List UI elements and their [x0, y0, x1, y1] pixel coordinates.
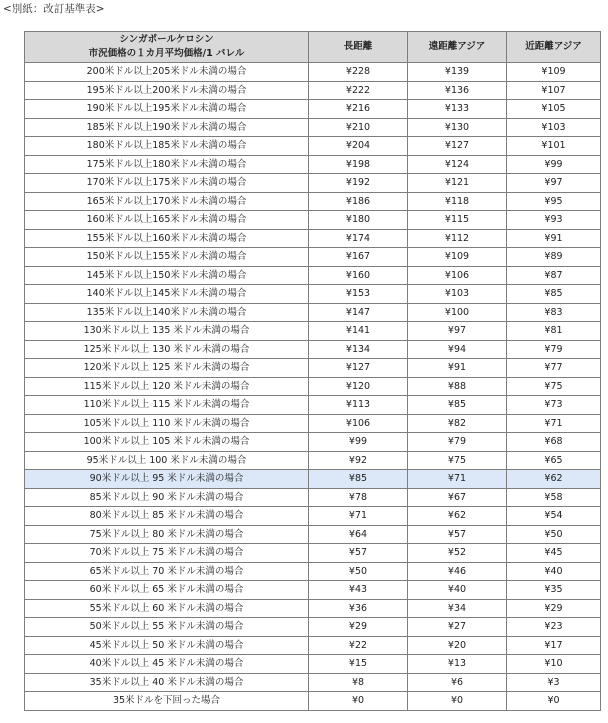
cell-far-asia: ¥6: [408, 673, 507, 692]
cell-near-asia: ¥85: [507, 285, 601, 304]
cell-near-asia: ¥50: [507, 525, 601, 544]
table-row: [25, 396, 601, 415]
table-row: [25, 229, 601, 248]
header-price-range-line2: 市況価格の１カ月平均価格/1 バレル: [88, 48, 245, 59]
cell-long-distance: ¥36: [309, 599, 408, 618]
cell-near-asia: ¥93: [507, 211, 601, 230]
cell-near-asia: ¥54: [507, 507, 601, 526]
cell-far-asia: ¥91: [408, 359, 507, 378]
cell-far-asia: ¥94: [408, 340, 507, 359]
cell-long-distance: ¥141: [309, 322, 408, 341]
cell-price-range: 160米ドル以上165米ドル未満の場合: [25, 211, 309, 230]
table-row: [25, 81, 601, 100]
cell-near-asia: ¥35: [507, 581, 601, 600]
cell-long-distance: ¥92: [309, 451, 408, 470]
table-row: [25, 525, 601, 544]
table-row: [25, 581, 601, 600]
cell-price-range: 180米ドル以上185米ドル未満の場合: [25, 137, 309, 156]
table-header-row: [25, 32, 601, 63]
cell-long-distance: ¥113: [309, 396, 408, 415]
table-row: [25, 100, 601, 119]
cell-far-asia: ¥82: [408, 414, 507, 433]
cell-price-range: 100米ドル以上 105 米ドル未満の場合: [25, 433, 309, 452]
cell-far-asia: ¥97: [408, 322, 507, 341]
cell-near-asia: ¥81: [507, 322, 601, 341]
cell-near-asia: ¥58: [507, 488, 601, 507]
surcharge-table: [24, 31, 601, 711]
cell-near-asia: ¥68: [507, 433, 601, 452]
cell-long-distance: ¥204: [309, 137, 408, 156]
cell-far-asia: ¥103: [408, 285, 507, 304]
cell-long-distance: ¥160: [309, 266, 408, 285]
cell-long-distance: ¥147: [309, 303, 408, 322]
cell-far-asia: ¥112: [408, 229, 507, 248]
cell-far-asia: ¥100: [408, 303, 507, 322]
cell-long-distance: ¥210: [309, 118, 408, 137]
cell-far-asia: ¥124: [408, 155, 507, 174]
table-row: [25, 174, 601, 193]
cell-long-distance: ¥167: [309, 248, 408, 267]
cell-near-asia: ¥29: [507, 599, 601, 618]
table-row: [25, 692, 601, 711]
cell-price-range: 195米ドル以上200米ドル未満の場合: [25, 81, 309, 100]
cell-long-distance: ¥57: [309, 544, 408, 563]
cell-near-asia: ¥73: [507, 396, 601, 415]
table-row: [25, 562, 601, 581]
cell-price-range: 80米ドル以上 85 米ドル未満の場合: [25, 507, 309, 526]
cell-price-range: 130米ドル以上 135 米ドル未満の場合: [25, 322, 309, 341]
cell-far-asia: ¥139: [408, 63, 507, 82]
table-row: [25, 63, 601, 82]
cell-far-asia: ¥34: [408, 599, 507, 618]
table-row: [25, 192, 601, 211]
cell-price-range: 95米ドル以上 100 米ドル未満の場合: [25, 451, 309, 470]
cell-near-asia: ¥3: [507, 673, 601, 692]
cell-near-asia: ¥17: [507, 636, 601, 655]
cell-price-range: 90米ドル以上 95 米ドル未満の場合: [25, 470, 309, 489]
cell-near-asia: ¥109: [507, 63, 601, 82]
cell-near-asia: ¥10: [507, 655, 601, 674]
table-row: [25, 285, 601, 304]
cell-far-asia: ¥106: [408, 266, 507, 285]
cell-near-asia: ¥79: [507, 340, 601, 359]
cell-long-distance: ¥127: [309, 359, 408, 378]
cell-far-asia: ¥85: [408, 396, 507, 415]
cell-far-asia: ¥115: [408, 211, 507, 230]
cell-far-asia: ¥20: [408, 636, 507, 655]
table-row: [25, 340, 601, 359]
header-far-asia: 遠距離アジア: [408, 32, 507, 63]
cell-near-asia: ¥107: [507, 81, 601, 100]
cell-price-range: 50米ドル以上 55 米ドル未満の場合: [25, 618, 309, 637]
cell-price-range: 120米ドル以上 125 米ドル未満の場合: [25, 359, 309, 378]
cell-long-distance: ¥78: [309, 488, 408, 507]
cell-long-distance: ¥50: [309, 562, 408, 581]
cell-long-distance: ¥192: [309, 174, 408, 193]
cell-near-asia: ¥65: [507, 451, 601, 470]
cell-price-range: 170米ドル以上175米ドル未満の場合: [25, 174, 309, 193]
cell-long-distance: ¥15: [309, 655, 408, 674]
document-caption: <別紙：改訂基準表>: [3, 3, 105, 15]
cell-far-asia: ¥121: [408, 174, 507, 193]
cell-price-range: 60米ドル以上 65 米ドル未満の場合: [25, 581, 309, 600]
cell-near-asia: ¥105: [507, 100, 601, 119]
cell-long-distance: ¥22: [309, 636, 408, 655]
cell-long-distance: ¥71: [309, 507, 408, 526]
table-row: [25, 118, 601, 137]
cell-long-distance: ¥99: [309, 433, 408, 452]
cell-near-asia: ¥62: [507, 470, 601, 489]
cell-far-asia: ¥71: [408, 470, 507, 489]
table-row: [25, 655, 601, 674]
table-row: [25, 137, 601, 156]
cell-near-asia: ¥83: [507, 303, 601, 322]
cell-far-asia: ¥127: [408, 137, 507, 156]
table-row: [25, 303, 601, 322]
cell-long-distance: ¥180: [309, 211, 408, 230]
table-body: [25, 63, 601, 711]
header-price-range-line1: シンガポールケロシン: [119, 34, 214, 45]
cell-near-asia: ¥45: [507, 544, 601, 563]
cell-price-range: 105米ドル以上 110 米ドル未満の場合: [25, 414, 309, 433]
cell-long-distance: ¥64: [309, 525, 408, 544]
cell-far-asia: ¥67: [408, 488, 507, 507]
cell-near-asia: ¥87: [507, 266, 601, 285]
cell-long-distance: ¥85: [309, 470, 408, 489]
cell-long-distance: ¥216: [309, 100, 408, 119]
cell-price-range: 45米ドル以上 50 米ドル未満の場合: [25, 636, 309, 655]
cell-near-asia: ¥71: [507, 414, 601, 433]
table-row: [25, 470, 601, 489]
table-row: [25, 248, 601, 267]
cell-far-asia: ¥88: [408, 377, 507, 396]
cell-price-range: 145米ドル以上150米ドル未満の場合: [25, 266, 309, 285]
cell-long-distance: ¥198: [309, 155, 408, 174]
table-row: [25, 544, 601, 563]
header-near-asia: 近距離アジア: [507, 32, 601, 63]
cell-long-distance: ¥8: [309, 673, 408, 692]
cell-far-asia: ¥46: [408, 562, 507, 581]
cell-price-range: 65米ドル以上 70 米ドル未満の場合: [25, 562, 309, 581]
cell-price-range: 35米ドルを下回った場合: [25, 692, 309, 711]
cell-far-asia: ¥40: [408, 581, 507, 600]
table-row: [25, 322, 601, 341]
table-row: [25, 673, 601, 692]
cell-price-range: 75米ドル以上 80 米ドル未満の場合: [25, 525, 309, 544]
cell-near-asia: ¥101: [507, 137, 601, 156]
cell-price-range: 200米ドル以上205米ドル未満の場合: [25, 63, 309, 82]
cell-far-asia: ¥57: [408, 525, 507, 544]
cell-price-range: 85米ドル以上 90 米ドル未満の場合: [25, 488, 309, 507]
cell-near-asia: ¥89: [507, 248, 601, 267]
table-row: [25, 507, 601, 526]
cell-far-asia: ¥0: [408, 692, 507, 711]
cell-price-range: 155米ドル以上160米ドル未満の場合: [25, 229, 309, 248]
table-row: [25, 451, 601, 470]
cell-near-asia: ¥75: [507, 377, 601, 396]
cell-long-distance: ¥222: [309, 81, 408, 100]
cell-price-range: 165米ドル以上170米ドル未満の場合: [25, 192, 309, 211]
table-row: [25, 377, 601, 396]
cell-long-distance: ¥106: [309, 414, 408, 433]
cell-long-distance: ¥153: [309, 285, 408, 304]
cell-near-asia: ¥95: [507, 192, 601, 211]
cell-far-asia: ¥13: [408, 655, 507, 674]
table-row: [25, 618, 601, 637]
cell-price-range: 175米ドル以上180米ドル未満の場合: [25, 155, 309, 174]
cell-price-range: 150米ドル以上155米ドル未満の場合: [25, 248, 309, 267]
table-row: [25, 433, 601, 452]
cell-long-distance: ¥120: [309, 377, 408, 396]
cell-long-distance: ¥43: [309, 581, 408, 600]
cell-near-asia: ¥97: [507, 174, 601, 193]
table-row: [25, 488, 601, 507]
cell-long-distance: ¥134: [309, 340, 408, 359]
cell-price-range: 125米ドル以上 130 米ドル未満の場合: [25, 340, 309, 359]
cell-long-distance: ¥174: [309, 229, 408, 248]
cell-far-asia: ¥133: [408, 100, 507, 119]
header-long-distance: 長距離: [309, 32, 408, 63]
cell-far-asia: ¥109: [408, 248, 507, 267]
table-row: [25, 155, 601, 174]
cell-long-distance: ¥228: [309, 63, 408, 82]
header-price-range: [25, 32, 309, 63]
cell-price-range: 35米ドル以上 40 米ドル未満の場合: [25, 673, 309, 692]
cell-far-asia: ¥62: [408, 507, 507, 526]
cell-far-asia: ¥52: [408, 544, 507, 563]
cell-long-distance: ¥0: [309, 692, 408, 711]
cell-far-asia: ¥130: [408, 118, 507, 137]
cell-price-range: 55米ドル以上 60 米ドル未満の場合: [25, 599, 309, 618]
cell-near-asia: ¥91: [507, 229, 601, 248]
table-row: [25, 414, 601, 433]
cell-price-range: 185米ドル以上190米ドル未満の場合: [25, 118, 309, 137]
table-row: [25, 211, 601, 230]
cell-near-asia: ¥0: [507, 692, 601, 711]
cell-price-range: 40米ドル以上 45 米ドル未満の場合: [25, 655, 309, 674]
cell-price-range: 190米ドル以上195米ドル未満の場合: [25, 100, 309, 119]
cell-far-asia: ¥79: [408, 433, 507, 452]
cell-near-asia: ¥99: [507, 155, 601, 174]
cell-far-asia: ¥136: [408, 81, 507, 100]
table-row: [25, 359, 601, 378]
cell-far-asia: ¥118: [408, 192, 507, 211]
table-row: [25, 266, 601, 285]
cell-price-range: 70米ドル以上 75 米ドル未満の場合: [25, 544, 309, 563]
table-row: [25, 636, 601, 655]
cell-far-asia: ¥27: [408, 618, 507, 637]
cell-price-range: 110米ドル以上 115 米ドル未満の場合: [25, 396, 309, 415]
cell-near-asia: ¥103: [507, 118, 601, 137]
cell-long-distance: ¥29: [309, 618, 408, 637]
cell-near-asia: ¥40: [507, 562, 601, 581]
cell-near-asia: ¥23: [507, 618, 601, 637]
cell-price-range: 140米ドル以上145米ドル未満の場合: [25, 285, 309, 304]
cell-price-range: 135米ドル以上140米ドル未満の場合: [25, 303, 309, 322]
table-row: [25, 599, 601, 618]
cell-price-range: 115米ドル以上 120 米ドル未満の場合: [25, 377, 309, 396]
cell-near-asia: ¥77: [507, 359, 601, 378]
cell-far-asia: ¥75: [408, 451, 507, 470]
cell-long-distance: ¥186: [309, 192, 408, 211]
